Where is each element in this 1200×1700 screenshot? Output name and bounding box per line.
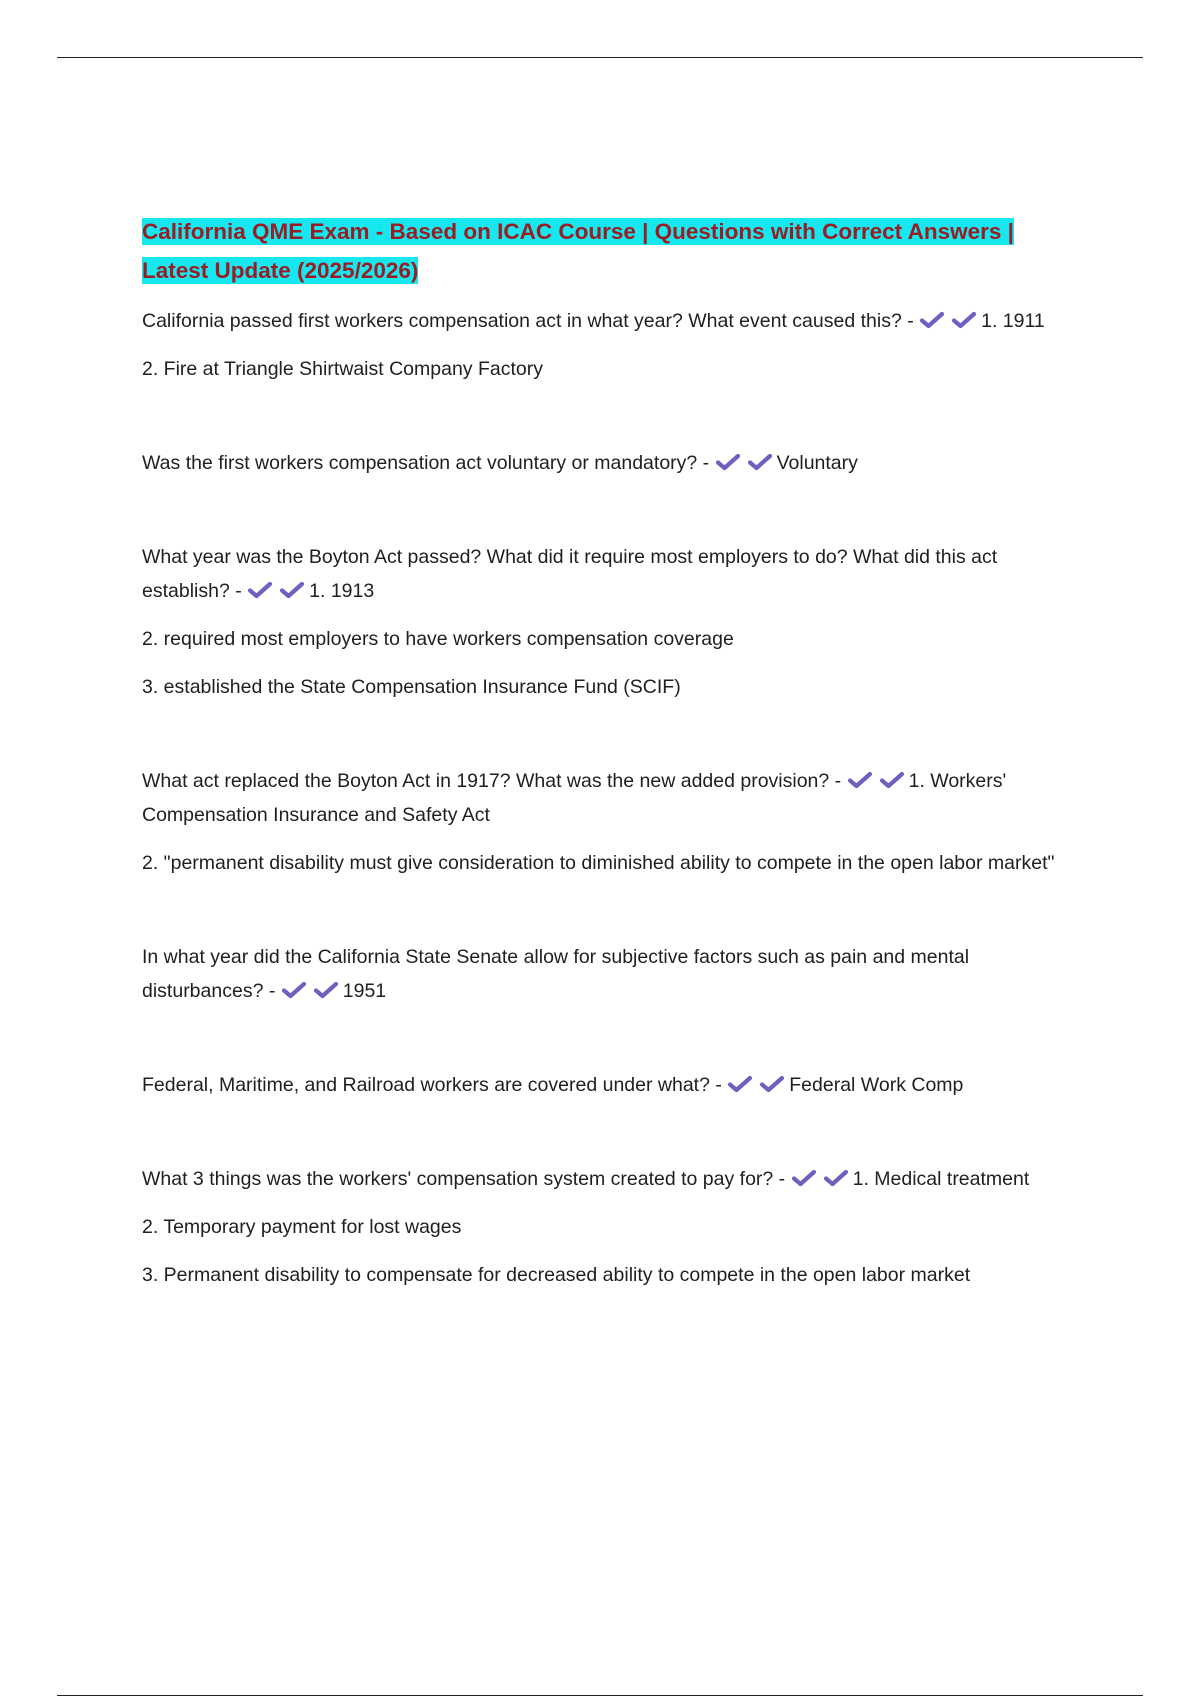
question-line [142, 1068, 1062, 1102]
answer-marker-icon [727, 1074, 789, 1096]
question-text: In what year did the California State Senate allow for subjective factors such as pain and mental disturbances? - [142, 946, 970, 1002]
answer-text: 1951 [342, 980, 387, 1002]
answer-line: 3. Permanent disability to compensate for decreased ability to compete in the open labor market [142, 1264, 971, 1286]
checkmark-icon [919, 311, 945, 329]
answer-line: 2. "permanent disability must give consideration to diminished ability to compete in the open labor market" [142, 852, 1055, 874]
answer-marker-icon [919, 310, 981, 332]
checkmark-icon [715, 453, 741, 471]
page-bottom-rule [57, 1695, 1143, 1696]
answer-marker-icon [791, 1168, 853, 1190]
question-line [142, 764, 1062, 832]
checkmark-icon [823, 1169, 849, 1187]
checkmark-icon [279, 581, 305, 599]
answer-marker-icon [247, 580, 309, 602]
checkmark-icon [281, 981, 307, 999]
item-spacer [142, 494, 1062, 540]
qa-item [142, 1068, 1062, 1102]
answer-text: 1. 1913 [309, 580, 375, 602]
qa-item [142, 446, 1062, 480]
question-line [142, 940, 1062, 1008]
document-title [142, 212, 1062, 290]
checkmark-icon [727, 1075, 753, 1093]
checkmark-icon [747, 453, 773, 471]
checkmark-icon [247, 581, 273, 599]
page-top-rule [57, 57, 1143, 58]
qa-item [142, 764, 1062, 880]
question-text: What 3 things was the workers' compensation system created to pay for? - [142, 1168, 791, 1190]
answer-text: Federal Work Comp [789, 1074, 964, 1096]
question-line [142, 1162, 1062, 1196]
checkmark-icon [879, 771, 905, 789]
answer-line: 2. Fire at Triangle Shirtwaist Company Factory [142, 358, 543, 380]
answer-text: 1. Medical treatment [852, 1168, 1030, 1190]
qa-item [142, 1162, 1062, 1292]
answer-text: 1. 1911 [981, 310, 1045, 332]
qa-item [142, 540, 1062, 704]
answer-line: 2. Temporary payment for lost wages [142, 1216, 462, 1238]
checkmark-icon [313, 981, 339, 999]
answer-text: Voluntary [776, 452, 858, 474]
question-line [142, 446, 1062, 480]
question-text: What year was the Boyton Act passed? What did it require most employers to do? What did this act establish? - [142, 546, 998, 602]
item-spacer [142, 894, 1062, 940]
checkmark-icon [791, 1169, 817, 1187]
qa-list [142, 304, 1062, 1292]
answer-marker-icon [281, 980, 343, 1002]
qa-item [142, 304, 1062, 386]
item-spacer [142, 1116, 1062, 1162]
item-spacer [142, 1022, 1062, 1068]
question-line [142, 304, 1062, 338]
checkmark-icon [847, 771, 873, 789]
answer-marker-icon [715, 452, 777, 474]
question-line [142, 540, 1062, 608]
answer-marker-icon [847, 770, 909, 792]
document-body [142, 212, 1062, 1306]
item-spacer [142, 718, 1062, 764]
item-spacer [142, 400, 1062, 446]
answer-line: 3. established the State Compensation Insurance Fund (SCIF) [142, 676, 681, 698]
answer-text: 1. Workers' Compensation Insurance and Safety Act [142, 770, 1007, 826]
question-text: California passed first workers compensation act in what year? What event caused this? - [142, 310, 920, 332]
checkmark-icon [759, 1075, 785, 1093]
question-text: What act replaced the Boyton Act in 1917? What was the new added provision? - [142, 770, 847, 792]
answer-line: 2. required most employers to have workers compensation coverage [142, 628, 734, 650]
checkmark-icon [951, 311, 977, 329]
title-highlight: California QME Exam - Based on ICAC Course | Questions with Correct Answers | Latest Update (2025/2026) [142, 219, 1014, 283]
qa-item [142, 940, 1062, 1008]
question-text: Federal, Maritime, and Railroad workers are covered under what? - [142, 1074, 728, 1096]
question-text: Was the first workers compensation act voluntary or mandatory? - [142, 452, 715, 474]
